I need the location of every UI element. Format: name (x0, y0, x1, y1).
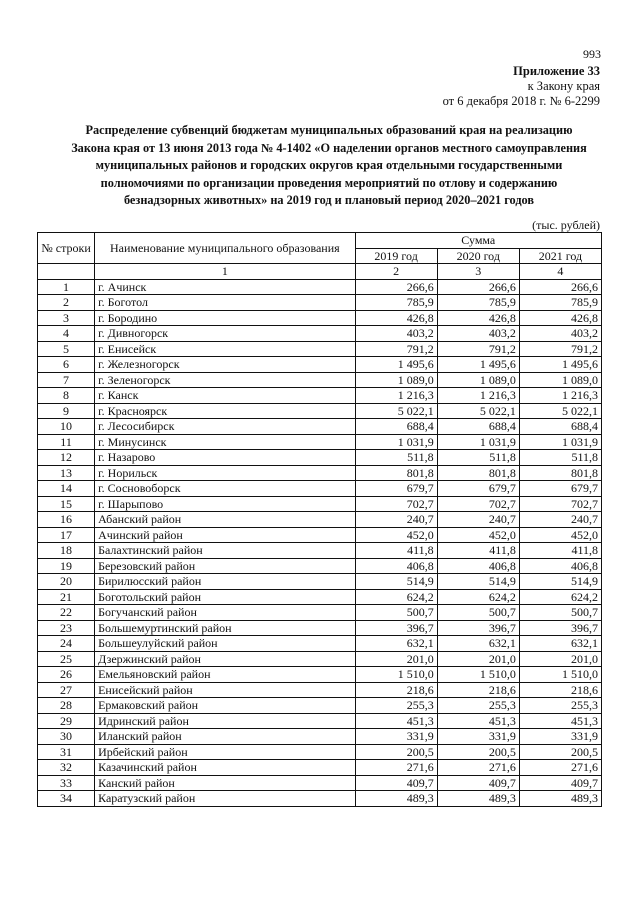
title-line: безнадзорных животных» на 2019 год и плановый период 2020–2021 годов (123, 193, 535, 208)
units-label: (тыс. рублей) (532, 218, 600, 232)
amount-2021-cell: 500,7 (519, 605, 601, 621)
row-number-cell: 20 (38, 574, 95, 590)
amount-2019-cell: 331,9 (355, 729, 437, 745)
amount-2019-cell: 5 022,1 (355, 403, 437, 419)
amount-2019-cell: 489,3 (355, 791, 437, 807)
municipality-name-cell: Бирилюсский район (95, 574, 355, 590)
amount-2021-cell: 5 022,1 (519, 403, 601, 419)
municipality-name-cell: Каратузский район (95, 791, 355, 807)
row-number-cell: 4 (38, 326, 95, 342)
row-number-cell: 16 (38, 512, 95, 528)
amount-2020-cell: 489,3 (437, 791, 519, 807)
amount-2019-cell: 201,0 (355, 651, 437, 667)
table-row (38, 667, 602, 683)
amount-2021-cell: 632,1 (519, 636, 601, 652)
municipality-name-cell: г. Шарыпово (95, 496, 355, 512)
table-row (38, 465, 602, 481)
table-row (38, 310, 602, 326)
municipality-name-cell: Абанский район (95, 512, 355, 528)
amount-2021-cell: 791,2 (519, 341, 601, 357)
page-number: 993 (583, 47, 601, 61)
municipality-name-cell: Казачинский район (95, 760, 355, 776)
row-number-cell: 5 (38, 341, 95, 357)
amount-2019-cell: 514,9 (355, 574, 437, 590)
amount-2020-cell: 702,7 (437, 496, 519, 512)
municipality-name-cell: Боготольский район (95, 589, 355, 605)
row-number-cell: 32 (38, 760, 95, 776)
amount-2021-cell: 1 089,0 (519, 372, 601, 388)
row-number-cell: 22 (38, 605, 95, 621)
amount-2020-cell: 331,9 (437, 729, 519, 745)
amount-2020-cell: 406,8 (437, 558, 519, 574)
amount-2021-cell: 201,0 (519, 651, 601, 667)
municipality-name-cell: Балахтинский район (95, 543, 355, 559)
title-line: Закона края от 13 июня 2013 года № 4-1402 «О наделении органов местного самоуправления (71, 140, 587, 155)
amount-2021-cell: 1 031,9 (519, 434, 601, 450)
amount-2021-cell: 200,5 (519, 744, 601, 760)
amount-2019-cell: 426,8 (355, 310, 437, 326)
amount-2019-cell: 511,8 (355, 450, 437, 466)
amount-2021-cell: 1 495,6 (519, 357, 601, 373)
column-index: 4 (519, 264, 601, 280)
amount-2021-cell: 801,8 (519, 465, 601, 481)
header-year-2019: 2019 год (355, 248, 437, 264)
row-number-cell: 25 (38, 651, 95, 667)
municipality-name-cell: Богучанский район (95, 605, 355, 621)
amount-2020-cell: 200,5 (437, 744, 519, 760)
row-number-cell: 21 (38, 589, 95, 605)
amount-2019-cell: 266,6 (355, 279, 437, 295)
amount-2020-cell: 5 022,1 (437, 403, 519, 419)
amount-2020-cell: 411,8 (437, 543, 519, 559)
table-row (38, 388, 602, 404)
amount-2021-cell: 451,3 (519, 713, 601, 729)
row-number-cell: 12 (38, 450, 95, 466)
row-number-cell: 1 (38, 279, 95, 295)
amount-2021-cell: 218,6 (519, 682, 601, 698)
amount-2019-cell: 452,0 (355, 527, 437, 543)
amount-2021-cell: 426,8 (519, 310, 601, 326)
title-line: муниципальных районов и городских округов края отдельными государственными (95, 158, 563, 173)
amount-2019-cell: 702,7 (355, 496, 437, 512)
row-number-cell: 27 (38, 682, 95, 698)
amount-2021-cell: 679,7 (519, 481, 601, 497)
amount-2021-cell: 255,3 (519, 698, 601, 714)
municipality-name-cell: Идринский район (95, 713, 355, 729)
table-row (38, 512, 602, 528)
header-sum: Сумма (355, 233, 601, 249)
row-number-cell: 9 (38, 403, 95, 419)
amount-2020-cell: 514,9 (437, 574, 519, 590)
amount-2021-cell: 1 510,0 (519, 667, 601, 683)
amount-2020-cell: 266,6 (437, 279, 519, 295)
amount-2020-cell: 452,0 (437, 527, 519, 543)
amount-2021-cell: 1 216,3 (519, 388, 601, 404)
row-number-cell: 7 (38, 372, 95, 388)
table-row (38, 760, 602, 776)
header-name: Наименование муниципального образования (95, 233, 355, 264)
subvention-table (37, 232, 602, 807)
table-row (38, 713, 602, 729)
amount-2019-cell: 785,9 (355, 295, 437, 311)
amount-2020-cell: 500,7 (437, 605, 519, 621)
header-year-2020: 2020 год (437, 248, 519, 264)
table-row (38, 450, 602, 466)
appendix-date: от 6 декабря 2018 г. № 6-2299 (442, 94, 600, 108)
municipality-name-cell: г. Канск (95, 388, 355, 404)
amount-2021-cell: 702,7 (519, 496, 601, 512)
row-number-cell: 23 (38, 620, 95, 636)
amount-2020-cell: 632,1 (437, 636, 519, 652)
row-number-cell: 33 (38, 775, 95, 791)
municipality-name-cell: г. Минусинск (95, 434, 355, 450)
row-number-cell: 11 (38, 434, 95, 450)
municipality-name-cell: г. Железногорск (95, 357, 355, 373)
row-number-cell: 34 (38, 791, 95, 807)
row-number-cell: 17 (38, 527, 95, 543)
row-number-cell: 6 (38, 357, 95, 373)
amount-2019-cell: 451,3 (355, 713, 437, 729)
amount-2020-cell: 409,7 (437, 775, 519, 791)
municipality-name-cell: г. Дивногорск (95, 326, 355, 342)
column-index: 3 (437, 264, 519, 280)
amount-2019-cell: 688,4 (355, 419, 437, 435)
table-row (38, 527, 602, 543)
table-row (38, 295, 602, 311)
municipality-name-cell: Ирбейский район (95, 744, 355, 760)
row-number-cell: 3 (38, 310, 95, 326)
municipality-name-cell: г. Лесосибирск (95, 419, 355, 435)
column-index: 2 (355, 264, 437, 280)
amount-2019-cell: 200,5 (355, 744, 437, 760)
table-row (38, 682, 602, 698)
amount-2020-cell: 396,7 (437, 620, 519, 636)
row-number-cell: 26 (38, 667, 95, 683)
table-row (38, 744, 602, 760)
amount-2019-cell: 271,6 (355, 760, 437, 776)
header-year-2021: 2021 год (519, 248, 601, 264)
municipality-name-cell: г. Бородино (95, 310, 355, 326)
amount-2020-cell: 1 089,0 (437, 372, 519, 388)
amount-2021-cell: 514,9 (519, 574, 601, 590)
header-row-number (38, 233, 95, 264)
title-line: Распределение субвенций бюджетам муниципальных образований края на реализацию (85, 123, 573, 137)
amount-2019-cell: 218,6 (355, 682, 437, 698)
amount-2019-cell: 1 031,9 (355, 434, 437, 450)
row-number-cell: 8 (38, 388, 95, 404)
row-number-cell: 24 (38, 636, 95, 652)
table-row (38, 496, 602, 512)
amount-2019-cell: 1 089,0 (355, 372, 437, 388)
document-title (55, 122, 603, 210)
amount-2020-cell: 624,2 (437, 589, 519, 605)
row-number-cell: 30 (38, 729, 95, 745)
municipality-name-cell: Дзержинский район (95, 651, 355, 667)
appendix-law-ref: к Закону края (527, 79, 600, 93)
municipality-name-cell: Большеулуйский район (95, 636, 355, 652)
table-row (38, 651, 602, 667)
amount-2021-cell: 411,8 (519, 543, 601, 559)
municipality-name-cell: г. Ачинск (95, 279, 355, 295)
table-row (38, 791, 602, 807)
amount-2020-cell: 451,3 (437, 713, 519, 729)
amount-2021-cell: 452,0 (519, 527, 601, 543)
table-row (38, 403, 602, 419)
amount-2021-cell: 240,7 (519, 512, 601, 528)
amount-2019-cell: 1 510,0 (355, 667, 437, 683)
row-number-cell: 31 (38, 744, 95, 760)
amount-2020-cell: 1 495,6 (437, 357, 519, 373)
table-body (38, 279, 602, 806)
row-number-cell: 28 (38, 698, 95, 714)
table-row (38, 620, 602, 636)
row-number-cell: 15 (38, 496, 95, 512)
amount-2021-cell: 688,4 (519, 419, 601, 435)
amount-2019-cell: 632,1 (355, 636, 437, 652)
amount-2020-cell: 218,6 (437, 682, 519, 698)
amount-2021-cell: 266,6 (519, 279, 601, 295)
amount-2019-cell: 679,7 (355, 481, 437, 497)
table-row (38, 698, 602, 714)
table-row (38, 357, 602, 373)
municipality-name-cell: г. Зеленогорск (95, 372, 355, 388)
column-index: 1 (95, 264, 355, 280)
municipality-name-cell: Иланский район (95, 729, 355, 745)
municipality-name-cell: Емельяновский район (95, 667, 355, 683)
row-number-cell: 19 (38, 558, 95, 574)
table-row (38, 729, 602, 745)
amount-2020-cell: 791,2 (437, 341, 519, 357)
municipality-name-cell: Ачинский район (95, 527, 355, 543)
amount-2019-cell: 411,8 (355, 543, 437, 559)
amount-2019-cell: 396,7 (355, 620, 437, 636)
amount-2021-cell: 489,3 (519, 791, 601, 807)
amount-2019-cell: 409,7 (355, 775, 437, 791)
amount-2019-cell: 801,8 (355, 465, 437, 481)
table-row (38, 434, 602, 450)
amount-2021-cell: 785,9 (519, 295, 601, 311)
municipality-name-cell: Канский район (95, 775, 355, 791)
municipality-name-cell: г. Енисейск (95, 341, 355, 357)
amount-2019-cell: 406,8 (355, 558, 437, 574)
table-row (38, 775, 602, 791)
row-number-cell: 14 (38, 481, 95, 497)
amount-2021-cell: 271,6 (519, 760, 601, 776)
table-row (38, 419, 602, 435)
amount-2021-cell: 396,7 (519, 620, 601, 636)
table-row (38, 605, 602, 621)
amount-2020-cell: 801,8 (437, 465, 519, 481)
amount-2020-cell: 688,4 (437, 419, 519, 435)
municipality-name-cell: г. Боготол (95, 295, 355, 311)
table-row (38, 543, 602, 559)
amount-2019-cell: 255,3 (355, 698, 437, 714)
row-number-cell: 10 (38, 419, 95, 435)
header-row-number-label: № строки (41, 241, 91, 255)
municipality-name-cell: Ермаковский район (95, 698, 355, 714)
amount-2020-cell: 785,9 (437, 295, 519, 311)
amount-2021-cell: 403,2 (519, 326, 601, 342)
column-index (38, 264, 95, 280)
amount-2020-cell: 271,6 (437, 760, 519, 776)
table-row (38, 574, 602, 590)
amount-2020-cell: 240,7 (437, 512, 519, 528)
table-row (38, 372, 602, 388)
table-row (38, 481, 602, 497)
amount-2020-cell: 426,8 (437, 310, 519, 326)
row-number-cell: 13 (38, 465, 95, 481)
table-row (38, 589, 602, 605)
amount-2020-cell: 1 510,0 (437, 667, 519, 683)
row-number-cell: 2 (38, 295, 95, 311)
appendix-block (443, 64, 600, 109)
table-row (38, 326, 602, 342)
amount-2021-cell: 406,8 (519, 558, 601, 574)
amount-2020-cell: 511,8 (437, 450, 519, 466)
municipality-name-cell: Енисейский район (95, 682, 355, 698)
amount-2019-cell: 240,7 (355, 512, 437, 528)
amount-2019-cell: 1 216,3 (355, 388, 437, 404)
amount-2020-cell: 403,2 (437, 326, 519, 342)
amount-2019-cell: 791,2 (355, 341, 437, 357)
amount-2021-cell: 511,8 (519, 450, 601, 466)
appendix-title: Приложение 33 (513, 64, 600, 78)
amount-2019-cell: 403,2 (355, 326, 437, 342)
row-number-cell: 29 (38, 713, 95, 729)
municipality-name-cell: г. Сосновоборск (95, 481, 355, 497)
amount-2021-cell: 409,7 (519, 775, 601, 791)
row-number-cell: 18 (38, 543, 95, 559)
amount-2020-cell: 201,0 (437, 651, 519, 667)
amount-2019-cell: 624,2 (355, 589, 437, 605)
amount-2021-cell: 624,2 (519, 589, 601, 605)
table-row (38, 341, 602, 357)
title-line: полномочиями по организации проведения мероприятий по отлову и содержанию (100, 175, 558, 190)
table-row (38, 636, 602, 652)
amount-2020-cell: 1 216,3 (437, 388, 519, 404)
municipality-name-cell: г. Красноярск (95, 403, 355, 419)
municipality-name-cell: Березовский район (95, 558, 355, 574)
amount-2021-cell: 331,9 (519, 729, 601, 745)
amount-2019-cell: 500,7 (355, 605, 437, 621)
table-row (38, 279, 602, 295)
municipality-name-cell: Большемуртинский район (95, 620, 355, 636)
amount-2020-cell: 679,7 (437, 481, 519, 497)
amount-2019-cell: 1 495,6 (355, 357, 437, 373)
municipality-name-cell: г. Назарово (95, 450, 355, 466)
amount-2020-cell: 1 031,9 (437, 434, 519, 450)
table-row (38, 558, 602, 574)
municipality-name-cell: г. Норильск (95, 465, 355, 481)
amount-2020-cell: 255,3 (437, 698, 519, 714)
